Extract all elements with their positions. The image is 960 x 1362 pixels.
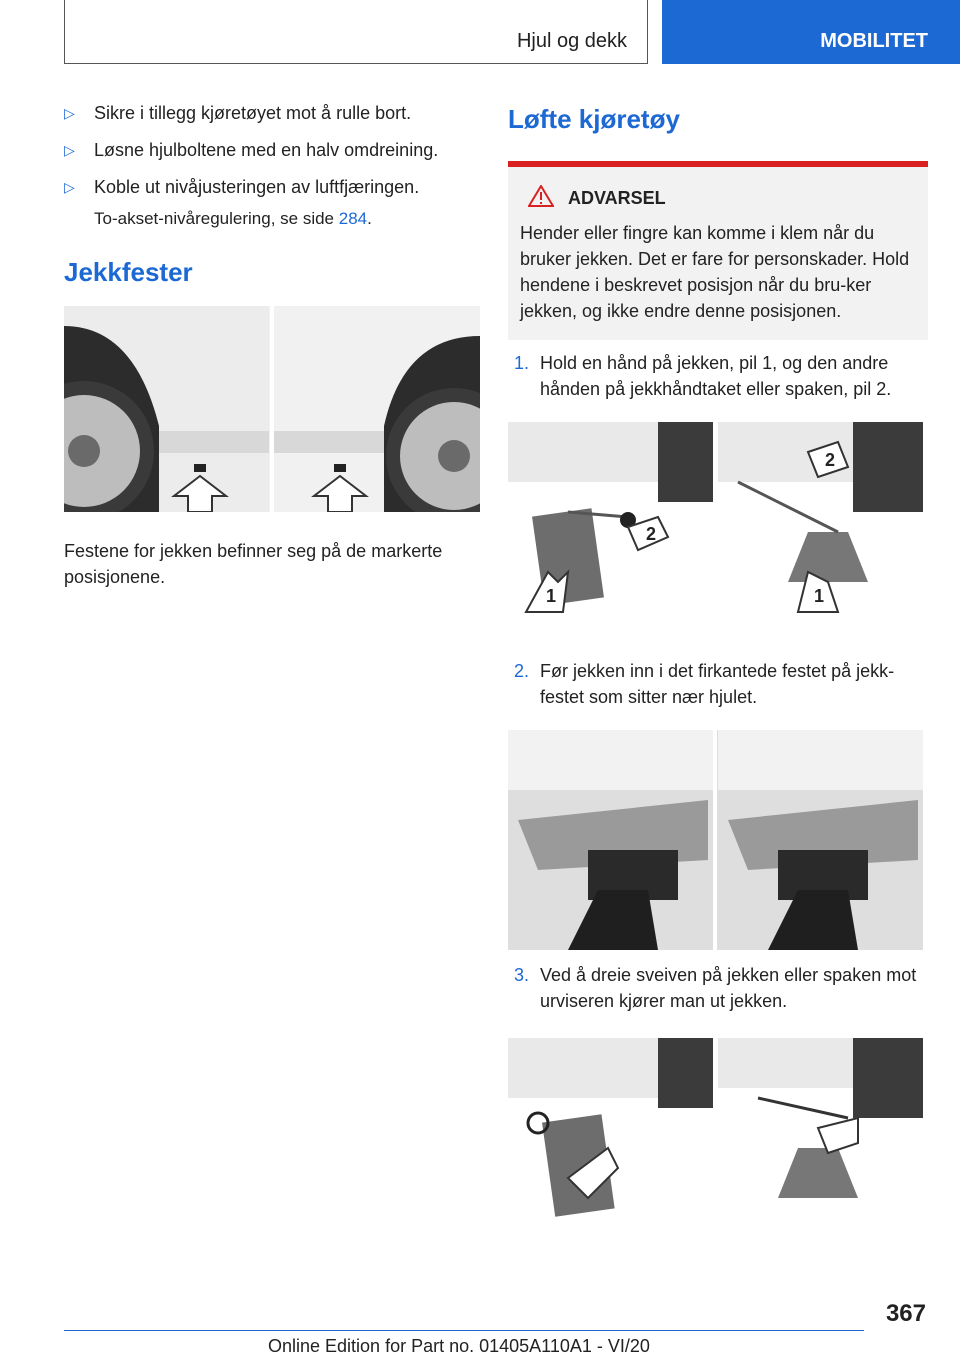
left-column xyxy=(64,100,480,590)
step-number: 2. xyxy=(514,661,530,681)
jack-extending-image xyxy=(508,1038,923,1228)
jack-point-image xyxy=(508,730,923,950)
warning-box xyxy=(508,161,928,340)
warning-title: ADVARSEL xyxy=(568,188,666,208)
triangle-bullet-icon: ▷ xyxy=(64,142,75,158)
list-item xyxy=(64,174,480,200)
triangle-bullet-icon: ▷ xyxy=(64,179,75,195)
step-number: 3. xyxy=(514,965,530,985)
section-heading-lofte: Løfte kjøretøy xyxy=(508,104,680,134)
image-caption: Festene for jekken befinner seg på de markerte posisjonene. xyxy=(64,541,443,587)
warning-triangle-icon xyxy=(528,185,554,212)
arrow-label-1: 1 xyxy=(546,586,557,606)
arrow-label-2: 2 xyxy=(646,524,657,544)
page-number: 367 xyxy=(885,1300,926,1327)
section-title: Hjul og dekk xyxy=(516,30,627,52)
step-number: 1. xyxy=(514,353,530,373)
reference-text: To-akset-nivåregulering, se side xyxy=(94,209,335,228)
arrow-label-1b: 1 xyxy=(814,586,825,606)
right-column xyxy=(508,100,928,1228)
section-heading-jekkfester: Jekkfester xyxy=(64,257,193,287)
arrow-label-2b: 2 xyxy=(825,450,836,470)
step-text: Før jekken inn i det firkantede festet på jekk-festet som sitter nær hjulet. xyxy=(540,661,895,707)
chapter-tab: MOBILITET xyxy=(662,0,960,64)
jack-handling-image xyxy=(508,422,923,618)
bullet-text: Sikre i tillegg kjøretøyet mot å rulle bort. xyxy=(94,103,412,123)
bullet-text: Koble ut nivåjusteringen av luftfjæringen. xyxy=(94,177,420,197)
cross-reference xyxy=(94,207,480,231)
page-link[interactable]: 284 xyxy=(338,209,368,228)
warning-text: Hender eller fingre kan komme i klem når du bruker jekken. Det er fare for personskader. Hold hendene i beskrevet posisjon når du bru-ker jekken, og ikke endre denne posisjonen. xyxy=(520,223,910,321)
triangle-bullet-icon: ▷ xyxy=(64,105,75,121)
step-text: Ved å dreie sveiven på jekken eller spaken mot urviseren kjører man ut jekken. xyxy=(540,965,917,1011)
step-item xyxy=(508,962,928,1014)
jacking-points-image xyxy=(64,306,480,512)
footer-edition: Online Edition for Part no. 01405A110A1 - VI/20 xyxy=(268,1336,650,1356)
reference-end: . xyxy=(367,209,372,228)
step-item xyxy=(508,658,928,710)
warning-title-row xyxy=(528,185,916,212)
step-item xyxy=(508,350,928,402)
footer-divider xyxy=(64,1330,864,1331)
step-text: Hold en hånd på jekken, pil 1, og den andre hånden på jekkhåndtaket eller spaken, pil 2. xyxy=(540,353,892,399)
list-item xyxy=(64,137,480,163)
header-section-box xyxy=(64,0,648,64)
list-item xyxy=(64,100,480,126)
bullet-text: Løsne hjulboltene med en halv omdreining. xyxy=(94,140,439,160)
